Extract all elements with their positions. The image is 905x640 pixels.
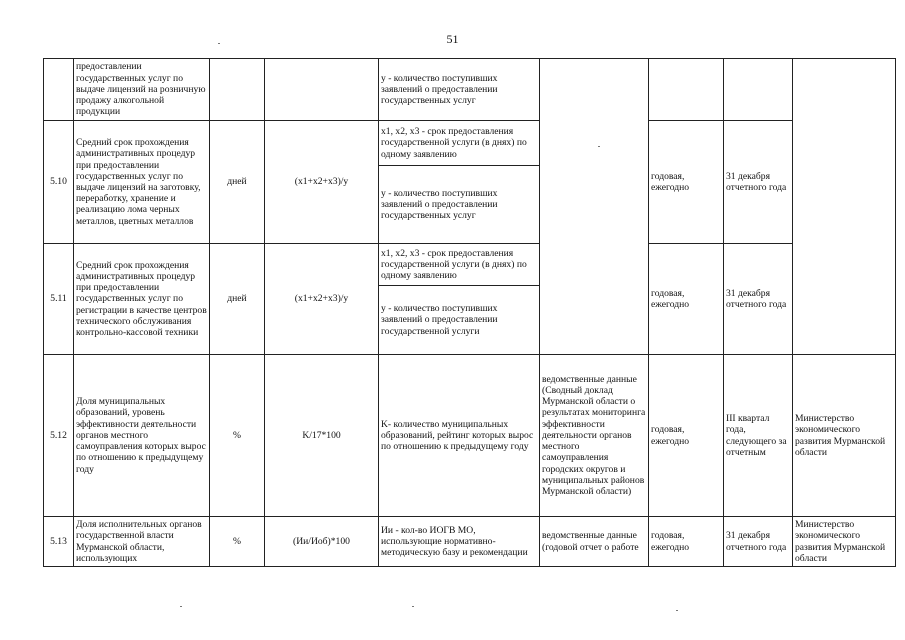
scan-speck bbox=[412, 606, 414, 607]
table-row bbox=[44, 121, 896, 166]
cell-deadline: 31 декабря отчетного года bbox=[724, 517, 793, 567]
cell-responsible: Министерство экономического развития Мурманской области bbox=[793, 517, 896, 567]
cell-unit bbox=[210, 59, 265, 121]
table-row bbox=[44, 59, 896, 121]
cell-responsible-merged bbox=[793, 59, 896, 355]
cell-name: Средний срок прохождения административных процедур при предоставлении государственных услуг по выдаче лицензий на заготовку, переработку, хранение и реализацию лома черных металлов, цветных металлов bbox=[74, 121, 210, 244]
row-number: 5.13 bbox=[44, 517, 74, 567]
table-row bbox=[44, 355, 896, 517]
table-row bbox=[44, 517, 896, 567]
cell-period: годовая, ежегодно bbox=[649, 244, 724, 355]
cell-unit: % bbox=[210, 355, 265, 517]
cell-period: годовая, ежегодно bbox=[649, 121, 724, 244]
cell-name: Доля исполнительных органов государственной власти Мурманской области, использующих bbox=[74, 517, 210, 567]
cell-name: Доля муниципальных образований, уровень эффективности деятельности органов местного самоуправления которых вырос по отношению к предыдущему году bbox=[74, 355, 210, 517]
cell-unit: дней bbox=[210, 244, 265, 355]
cell-unit: % bbox=[210, 517, 265, 567]
cell-variable: y - количество поступивших заявлений о предоставлении государственных услуг bbox=[379, 59, 540, 121]
cell-num bbox=[44, 59, 74, 121]
scan-speck bbox=[598, 146, 600, 147]
scan-speck bbox=[218, 43, 220, 44]
cell-period bbox=[649, 59, 724, 121]
row-number: 5.12 bbox=[44, 355, 74, 517]
cell-variable: y - количество поступивших заявлений о предоставлении государственной услуги bbox=[379, 286, 540, 355]
cell-deadline bbox=[724, 59, 793, 121]
table-row bbox=[44, 244, 896, 286]
cell-source: ведомственные данные (годовой отчет о работе bbox=[540, 517, 649, 567]
cell-formula: (x1+x2+x3)/y bbox=[265, 121, 379, 244]
cell-variable: x1, x2, x3 - срок предоставления государственной услуги (в днях) по одному заявлению bbox=[379, 244, 540, 286]
indicators-table bbox=[43, 58, 896, 567]
cell-source-merged bbox=[540, 59, 649, 355]
cell-period: годовая, ежегодно bbox=[649, 517, 724, 567]
cell-formula: (x1+x2+x3)/y bbox=[265, 244, 379, 355]
cell-variable: x1, x2, x3 - срок предоставления государственной услуги (в днях) по одному заявлению bbox=[379, 121, 540, 166]
cell-name: Средний срок прохождения административных процедур при предоставлении государственных услуг по регистрации в качестве центров технического обслуживания контрольно-кассовой техники bbox=[74, 244, 210, 355]
cell-variable: Ии - кол-во ИОГВ МО, использующие нормативно-методическую базу и рекомендации bbox=[379, 517, 540, 567]
cell-source: ведомственные данные (Сводный доклад Мурманской области о результатах мониторинга эффективности деятельности органов местного самоуправления городских округов и муниципальных районов Мурманской области) bbox=[540, 355, 649, 517]
row-number: 5.11 bbox=[44, 244, 74, 355]
cell-period: годовая, ежегодно bbox=[649, 355, 724, 517]
cell-formula: (Ии/Иоб)*100 bbox=[265, 517, 379, 567]
page-number: 51 bbox=[446, 32, 459, 46]
row-number: 5.10 bbox=[44, 121, 74, 244]
cell-variable: K- количество муниципальных образований, рейтинг которых вырос по отношению к предыдущему году bbox=[379, 355, 540, 517]
cell-deadline: 31 декабря отчетного года bbox=[724, 121, 793, 244]
scan-speck bbox=[180, 606, 182, 607]
scan-speck bbox=[676, 610, 678, 611]
cell-name: предоставлении государственных услуг по выдаче лицензий на розничную продажу алкогольной продукции bbox=[74, 59, 210, 121]
cell-deadline: III квартал года, следующего за отчетным bbox=[724, 355, 793, 517]
cell-formula bbox=[265, 59, 379, 121]
cell-responsible: Министерство экономического развития Мурманской области bbox=[793, 355, 896, 517]
cell-unit: дней bbox=[210, 121, 265, 244]
cell-formula: K/17*100 bbox=[265, 355, 379, 517]
cell-deadline: 31 декабря отчетного года bbox=[724, 244, 793, 355]
cell-variable: y - количество поступивших заявлений о предоставлении государственных услуг bbox=[379, 166, 540, 244]
